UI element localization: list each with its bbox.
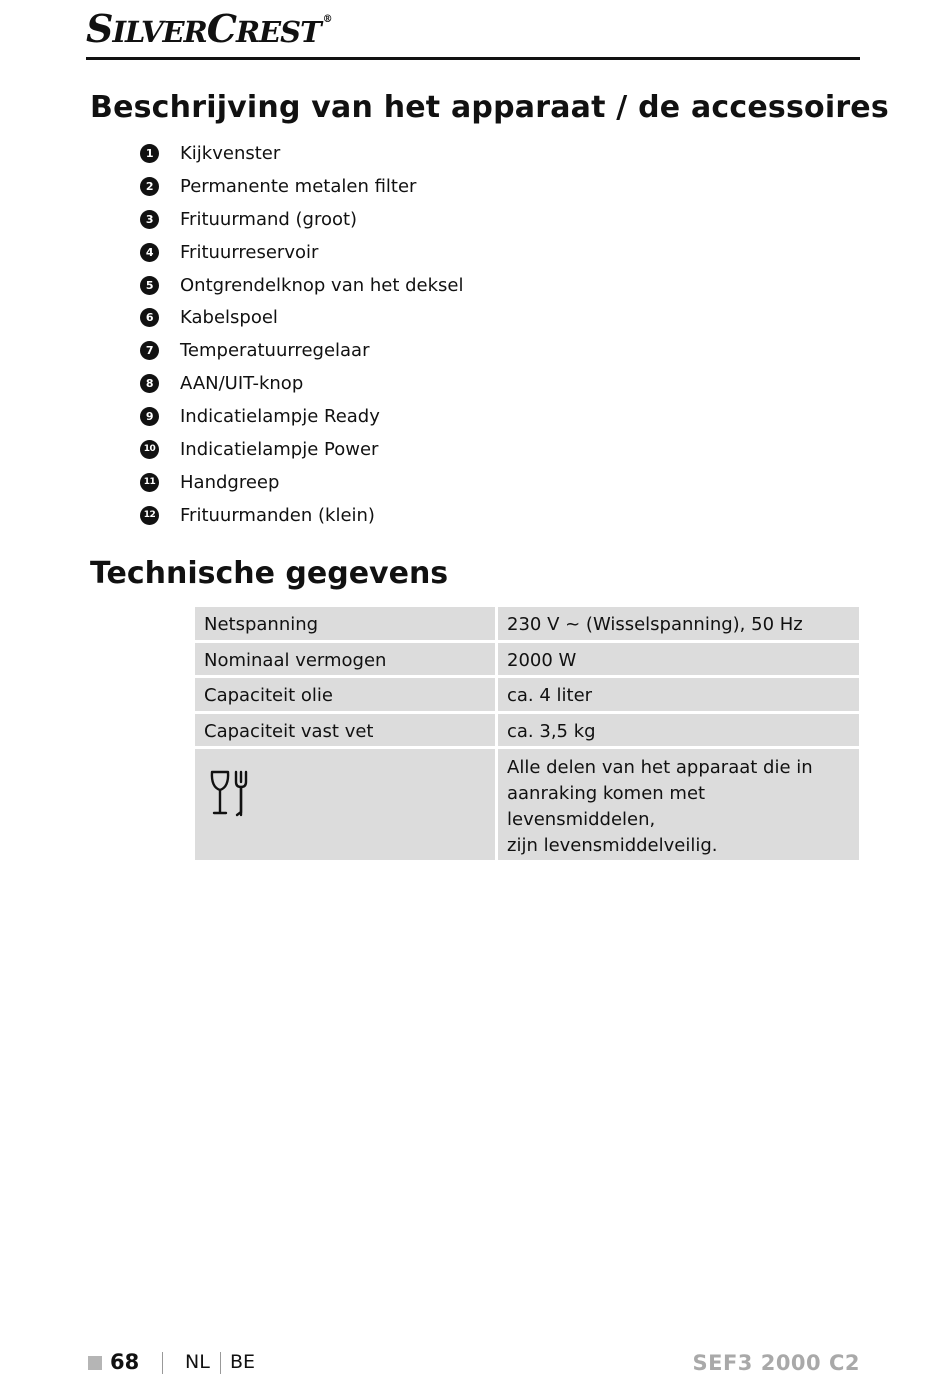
part-label: Frituurmand (groot) <box>180 208 358 230</box>
list-item <box>140 236 464 269</box>
header-rule <box>86 57 860 60</box>
number-badge: 8 <box>140 374 159 393</box>
table-row <box>195 607 859 643</box>
number-badge: 2 <box>140 177 159 196</box>
part-label: Ontgrendelknop van het deksel <box>180 274 464 296</box>
spec-table <box>195 607 859 860</box>
list-item <box>140 334 464 367</box>
food-safe-icon-cell <box>195 749 498 860</box>
spec-name: Capaciteit olie <box>195 678 498 714</box>
spec-name: Netspanning <box>195 607 498 643</box>
number-badge: 12 <box>140 506 159 525</box>
list-item <box>140 367 464 400</box>
number-badge: 6 <box>140 308 159 327</box>
glass-fork-icon <box>208 770 252 818</box>
list-item <box>140 301 464 334</box>
spec-name: Capaciteit vast vet <box>195 714 498 750</box>
number-badge: 10 <box>140 440 159 459</box>
list-item <box>140 269 464 302</box>
number-badge: 9 <box>140 407 159 426</box>
parts-list <box>140 137 464 532</box>
spec-value: 2000 W <box>498 643 859 679</box>
list-item <box>140 433 464 466</box>
part-label: Handgreep <box>180 471 280 493</box>
part-label: Frituurmanden (klein) <box>180 504 375 526</box>
food-safe-text: Alle delen van het apparaat die in aanraking komen met levensmiddelen, zijn levensmiddelveilig. <box>498 749 859 860</box>
spec-value: 230 V ~ (Wisselspanning), 50 Hz <box>498 607 859 643</box>
part-label: Temperatuurregelaar <box>180 340 370 362</box>
number-badge: 11 <box>140 473 159 492</box>
part-label: Kabelspoel <box>180 307 278 329</box>
list-item <box>140 466 464 499</box>
spec-value: ca. 3,5 kg <box>498 714 859 750</box>
part-label: Frituurreservoir <box>180 241 319 263</box>
part-label: AAN/UIT-knop <box>180 373 304 395</box>
number-badge: 1 <box>140 144 159 163</box>
list-item <box>140 170 464 203</box>
part-label: Permanente metalen filter <box>180 175 417 197</box>
number-badge: 3 <box>140 210 159 229</box>
table-row <box>195 643 859 679</box>
table-row <box>195 749 859 860</box>
number-badge: 7 <box>140 341 159 360</box>
section-title-description: Beschrijving van het apparaat / de accessoires <box>90 90 889 125</box>
footer-divider <box>220 1352 221 1374</box>
part-label: Kijkvenster <box>180 142 281 164</box>
model-number: SEF3 2000 C2 <box>692 1351 860 1375</box>
table-row <box>195 714 859 750</box>
list-item <box>140 499 464 532</box>
page-number: 68 <box>110 1350 140 1374</box>
list-item <box>140 203 464 236</box>
table-row <box>195 678 859 714</box>
section-title-technical: Technische gegevens <box>90 556 449 591</box>
footer-square <box>88 1356 102 1370</box>
list-item <box>140 137 464 170</box>
part-label: Indicatielampje Ready <box>180 406 380 428</box>
spec-value: ca. 4 liter <box>498 678 859 714</box>
part-label: Indicatielampje Power <box>180 438 379 460</box>
silvercrest-logo: SILVERCREST ® <box>86 6 332 51</box>
list-item <box>140 400 464 433</box>
footer-divider <box>162 1352 163 1374</box>
spec-name: Nominaal vermogen <box>195 643 498 679</box>
language-be: BE <box>230 1351 256 1373</box>
language-nl: NL <box>185 1351 210 1373</box>
registered-mark: ® <box>322 14 332 25</box>
number-badge: 4 <box>140 243 159 262</box>
number-badge: 5 <box>140 276 159 295</box>
